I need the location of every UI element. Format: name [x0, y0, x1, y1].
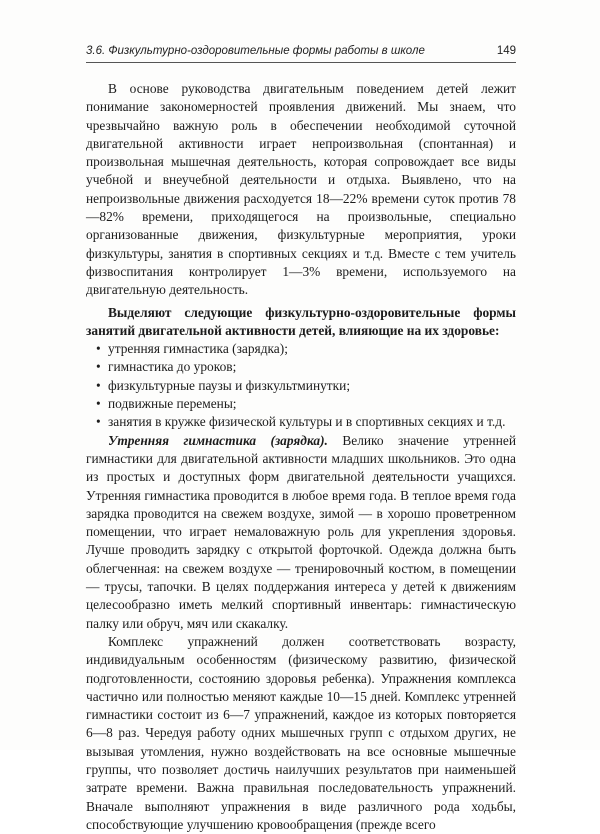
list-item: [86, 395, 516, 413]
paragraph-morning-gymnastics: [86, 432, 516, 633]
bullet-icon: •: [96, 359, 101, 375]
body-text: [86, 80, 516, 834]
list-item: [86, 340, 516, 358]
list-item: [86, 413, 516, 431]
paragraph-3-text: Велико значение утренней гимнастики для двигательной активности младших школьников. Это одна из простых и доступных форм двигательной деятельности учащихся. Утренняя гимнастика проводится в любое время года. В теплое время года зарядка проводится на свежем воздухе, зимой — в хорошо проветренном помещении, что играет немаловажную роль для укрепления здоровья. Лучше проводить зарядку с открытой форточкой. Одежда должна быть облегченная: на свежем воздухе — тренировочный костюм, в помещении — трусы, тапочки. В целях поддержания интереса у детей к движениям целесообразно иметь мелкий спортивный инвентарь: гимнастическую палку или обруч, мяч или скакалку.: [86, 432, 516, 631]
running-header: [86, 42, 516, 63]
run-in-heading: Утренняя гимнастика (зарядка).: [108, 432, 328, 448]
running-title: 3.6. Физкультурно-оздоровительные формы работы в школе: [86, 45, 425, 57]
bullet-icon: •: [96, 414, 101, 430]
bullet-icon: •: [96, 396, 101, 412]
paragraph-1: В основе руководства двигательным поведением детей лежит понимание закономерностей проявления движений. Мы знаем, что чрезвычайно важную роль в обеспечении необходимой суточной двигательной активности играет непроизвольная (спонтанная) и произвольная мышечная деятельность, которая сопровождает все виды учебной и внеучебной деятельности и отдыха. Выявлено, что на непроизвольные движения расходуется 18—22% времени суток против 78—82% времени, приходящегося на произвольные, специально организованные движения, физкультурные мероприятия, уроки физкультуры, занятия в спортивных секциях и т.д. Вместе с тем учитель физвоспитания контролирует 1—3% времени, используемого на двигательную деятельность.: [86, 81, 516, 298]
forms-heading: Выделяют следующие физкультурно-оздоровительные формы занятий двигательной активности детей, влияющие на их здоровье:: [86, 304, 516, 338]
list-item-text: физкультурные паузы и физкультминутки;: [108, 377, 351, 393]
bullet-icon: •: [96, 341, 101, 357]
forms-list: [86, 340, 516, 431]
list-item-text: занятия в кружке физической культуры и в спортивных секциях и т.д.: [108, 414, 506, 430]
list-item-text: подвижные перемены;: [108, 396, 237, 412]
list-item-text: утренняя гимнастика (зарядка);: [108, 341, 288, 357]
list-item: [86, 377, 516, 395]
page-number: 149: [496, 45, 516, 57]
paragraph-4: Комплекс упражнений должен соответствовать возрасту, индивидуальным особенностям (физическому развитию, физической подготовленности, состоянию здоровья ребенка). Упражнения комплекса частично или полностью меняют каждые 10—15 дней. Комплекс утренней гимнастики состоит из 6—7 упражнений, каждое из которых повторяется 6—8 раз. Чередуя работу одних мышечных групп с отдыхом других, не вызывая утомления, нужно воздействовать на все основные мышечные группы, что позволяет достичь наилучших результатов при наименьшей затрате времени. Важна правильная последовательность упражнений. Вначале выполняют упражнения в виде различного рода ходьбы, способствующие улучшению кровообращения (прежде всего: [86, 633, 516, 832]
bullet-icon: •: [96, 377, 101, 393]
list-item-text: гимнастика до уроков;: [108, 359, 237, 375]
list-item: [86, 358, 516, 376]
